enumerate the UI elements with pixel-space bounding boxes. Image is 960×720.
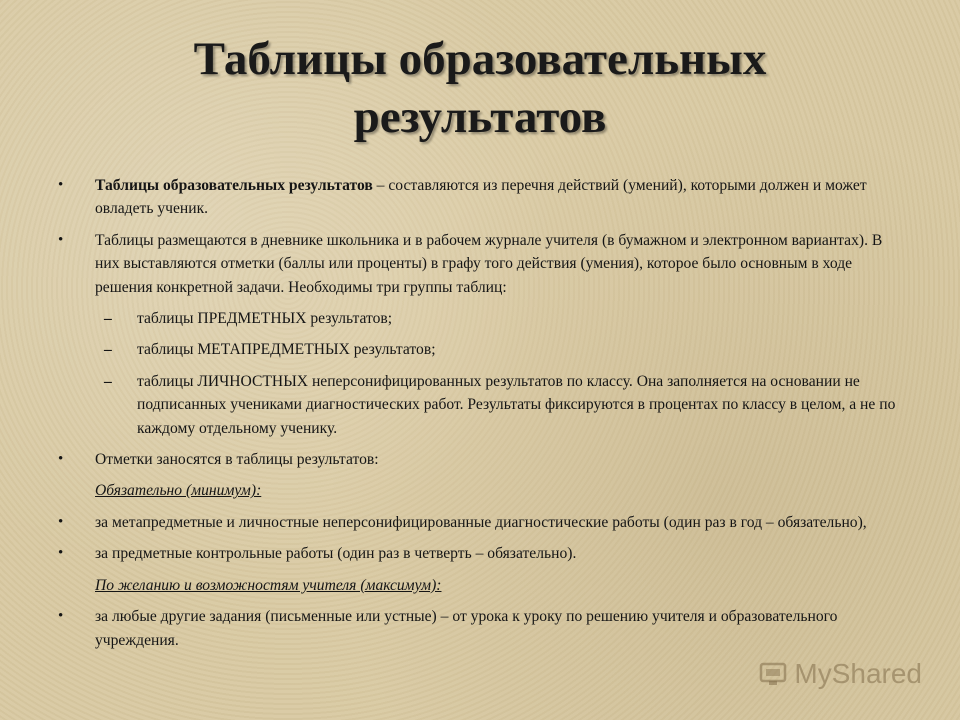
bullet-text: за предметные контрольные работы (один раз в четверть – обязательно). [95,545,577,563]
bullet-item-5 [58,542,903,565]
bullet-marker: • [58,513,64,530]
watermark-text: MyShared [794,658,922,689]
bullet-text: за любые другие задания (письменные или устные) – от урока к уроку по решению учителя и образовательного учреждения. [95,608,838,649]
heading-text: Обязательно (минимум): [95,482,262,500]
sub-text: таблицы ЛИЧНОСТНЫХ неперсонифицированных результатов по классу. Она заполняется на основании не подписанных учениками диагностических работ. Результаты фиксируются в процентах по классу в целом, а не по каждому отдельному ученику. [137,372,896,437]
section-heading-minimum [58,479,903,502]
bullet-item-3 [58,448,903,471]
bullet-marker: • [58,451,64,468]
bullet-marker: • [58,545,64,562]
bullet-item-4 [58,511,903,534]
heading-text: По желанию и возможностям учителя (максимум): [95,576,442,594]
title-line-2: результатов [353,91,607,143]
sub-item-2 [58,338,903,361]
bullet-text: за метапредметные и личностные неперсонифицированные диагностические работы (один раз в год – обязательно), [95,513,867,531]
bullet-text: Таблицы размещаются в дневнике школьника и в рабочем журнале учителя (в бумажном и электронном вариантах). В них выставляются отметки (баллы или проценты) в графу того действия (умения), которое было основным в ходе решения конкретной задачи. Необходимы три группы таблиц: [95,231,883,296]
bullet-item-2 [58,229,903,299]
slide-body [58,174,903,660]
myshared-logo-icon [758,661,788,687]
sub-text: таблицы ПРЕДМЕТНЫХ результатов; [137,310,393,328]
bullet-marker: • [58,177,64,193]
definition-text: – составляются из перечня действий (умений), которыми должен и может овладеть ученик. [95,177,867,218]
term-bold: Таблицы образовательных результатов [95,177,373,194]
dash-marker: – [104,310,112,328]
myshared-watermark [758,658,922,690]
bullet-item-1 [58,174,903,221]
bullet-item-6 [58,605,903,652]
bullet-marker: • [58,231,64,248]
sub-text: таблицы МЕТАПРЕДМЕТНЫХ результатов; [137,341,436,359]
bullet-marker: • [58,608,64,625]
dash-marker: – [104,341,112,359]
sub-item-1 [58,307,903,330]
dash-marker: – [104,372,112,390]
sub-item-3 [58,370,903,440]
section-heading-maximum [58,574,903,597]
title-line-1: Таблицы образовательных [193,33,767,85]
bullet-text: Отметки заносятся в таблицы результатов: [95,451,379,469]
slide-title [60,30,900,146]
